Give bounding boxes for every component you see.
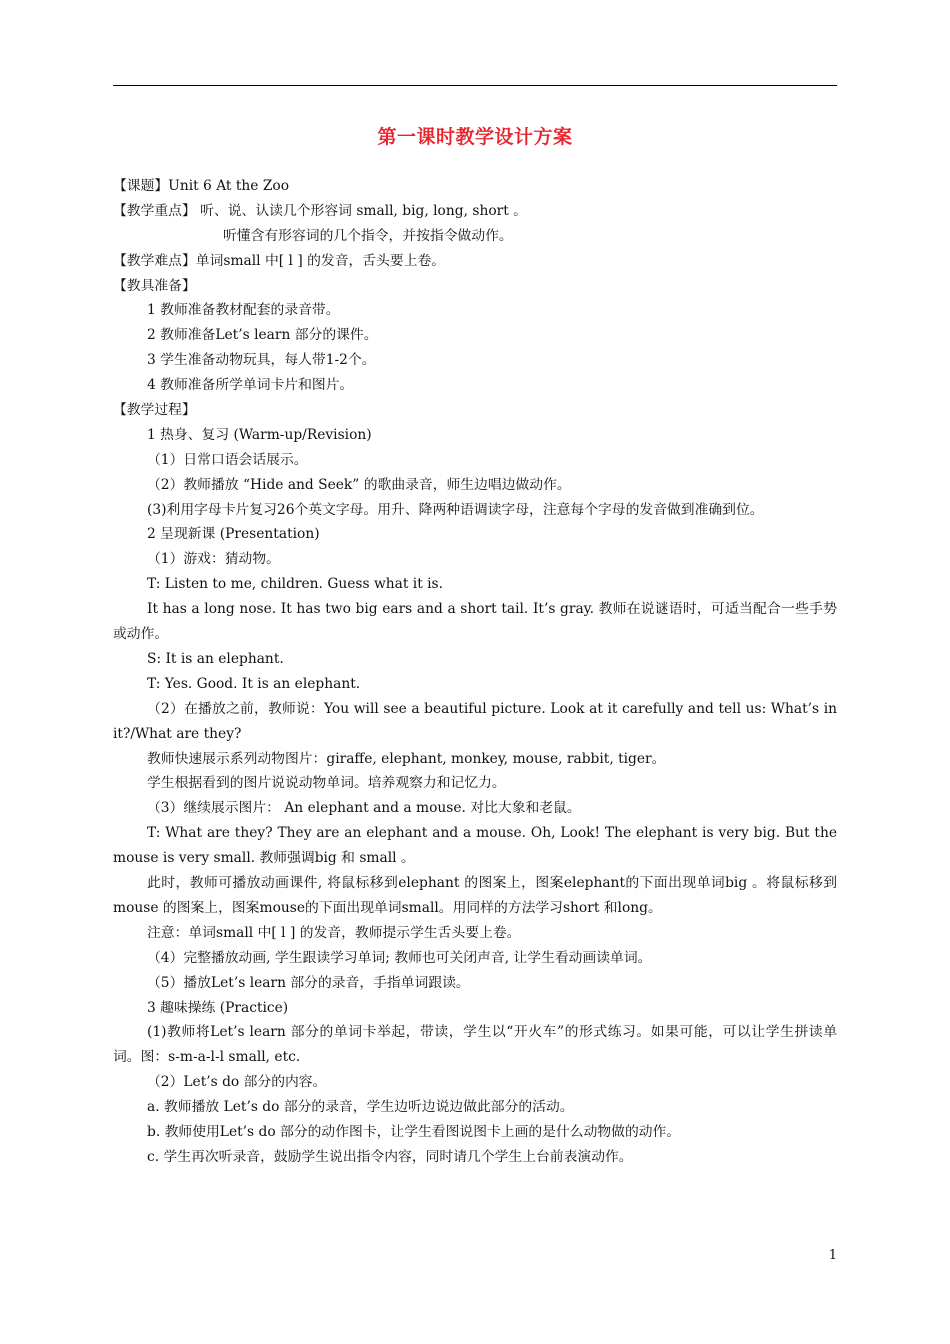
text-line: （4）完整播放动画, 学生跟读学习单词; 教师也可关闭声音, 让学生看动画读单词。 [147, 949, 652, 966]
text-line: （2）教师播放 “Hide and Seek” 的歌曲录音，师生边唱边做动作。 [147, 476, 571, 493]
text-line: （1）游戏：猜动物。 [147, 551, 280, 568]
text-line: 3 趣味操练 (Practice) [147, 999, 289, 1016]
text-line: 【教学难点】单词small 中[ l ] 的发音，舌头要上卷。 [113, 252, 446, 269]
paragraph: 此时，教师可播放动画课件, 将鼠标移到elephant 的图案上，图案elephant的下面出现单词big 。将鼠标移到mouse 的图案上，图案mouse的下面出现单词small。用同样的方法学习short 和long。 [113, 875, 837, 916]
text-line: a. 教师播放 Let’s do 部分的录音，学生边听边说边做此部分的活动。 [147, 1099, 574, 1116]
text-line: 3 学生准备动物玩具，每人带1-2个。 [147, 352, 376, 369]
paragraph: T: What are they? They are an elephant and a mouse. Oh, Look! The elephant is very big. But the mouse is very small. 教师强调big 和 small 。 [113, 825, 837, 867]
header-rule [113, 85, 837, 86]
paragraph: (3)利用字母卡片复习26个英文字母。用升、降两种语调读字母，注意每个字母的发音做到准确到位。 [147, 501, 764, 518]
text-line: 教师快速展示系列动物图片：giraffe, elephant, monkey, mouse, rabbit, tiger。 [147, 750, 666, 767]
text-line: （1）日常口语会话展示。 [147, 451, 308, 468]
page-title: 第一课时教学设计方案 [377, 126, 573, 148]
text-line: 2 教师准备Let’s learn 部分的课件。 [147, 327, 378, 344]
text-line: （5）播放Let’s learn 部分的录音，手指单词跟读。 [147, 974, 470, 991]
text-line: T: Listen to me, children. Guess what it is. [147, 576, 444, 593]
text-line: 4 教师准备所学单词卡片和图片。 [147, 377, 354, 394]
text-line: 学生根据看到的图片说说动物单词。培养观察力和记忆力。 [147, 775, 506, 792]
document-body [113, 174, 837, 1170]
text-line: 【课题】Unit 6 At the Zoo [113, 178, 290, 194]
text-line: c. 学生再次听录音，鼓励学生说出指令内容，同时请几个学生上台前表演动作。 [147, 1148, 633, 1165]
paragraph: It has a long nose. It has two big ears and a short tail. It’s gray. 教师在说谜语时，可适当配合一些手势或动作。 [113, 601, 837, 643]
text-line: 【教学过程】 [113, 402, 196, 419]
paragraph: （2）在播放之前，教师说：You will see a beautiful picture. Look at it carefully and tell us: What’s in it?/What are they? [113, 700, 837, 742]
text-line: b. 教师使用Let’s do 部分的动作图卡，让学生看图说图卡上画的是什么动物做的动作。 [147, 1124, 681, 1141]
paragraph: (1)教师将Let’s learn 部分的单词卡举起，带读，学生以“开火车”的形式练习。如果可能，可以让学生拼读单词。图：s-m-a-l-l small, etc. [113, 1024, 837, 1066]
text-line: S: It is an elephant. [147, 650, 284, 667]
text-line: 2 呈现新课 (Presentation) [147, 526, 320, 543]
text-line: 1 热身、复习 (Warm-up/Revision) [147, 426, 372, 443]
text-line: T: Yes. Good. It is an elephant. [147, 675, 361, 692]
text-line: 听懂含有形容词的几个指令，并按指令做动作。 [223, 227, 513, 244]
page-number: 1 [828, 1248, 837, 1263]
text-line: 【教学重点】 听、说、认读几个形容词 small, big, long, short 。 [113, 202, 527, 219]
text-line: 注意：单词small 中[ l ] 的发音，教师提示学生舌头要上卷。 [147, 924, 521, 941]
text-line: 1 教师准备教材配套的录音带。 [147, 302, 340, 319]
text-line: （3）继续展示图片： An elephant and a mouse. 对比大象和老鼠。 [147, 800, 581, 817]
text-line: 【教具准备】 [113, 277, 196, 294]
text-line: （2）Let’s do 部分的内容。 [147, 1074, 327, 1091]
